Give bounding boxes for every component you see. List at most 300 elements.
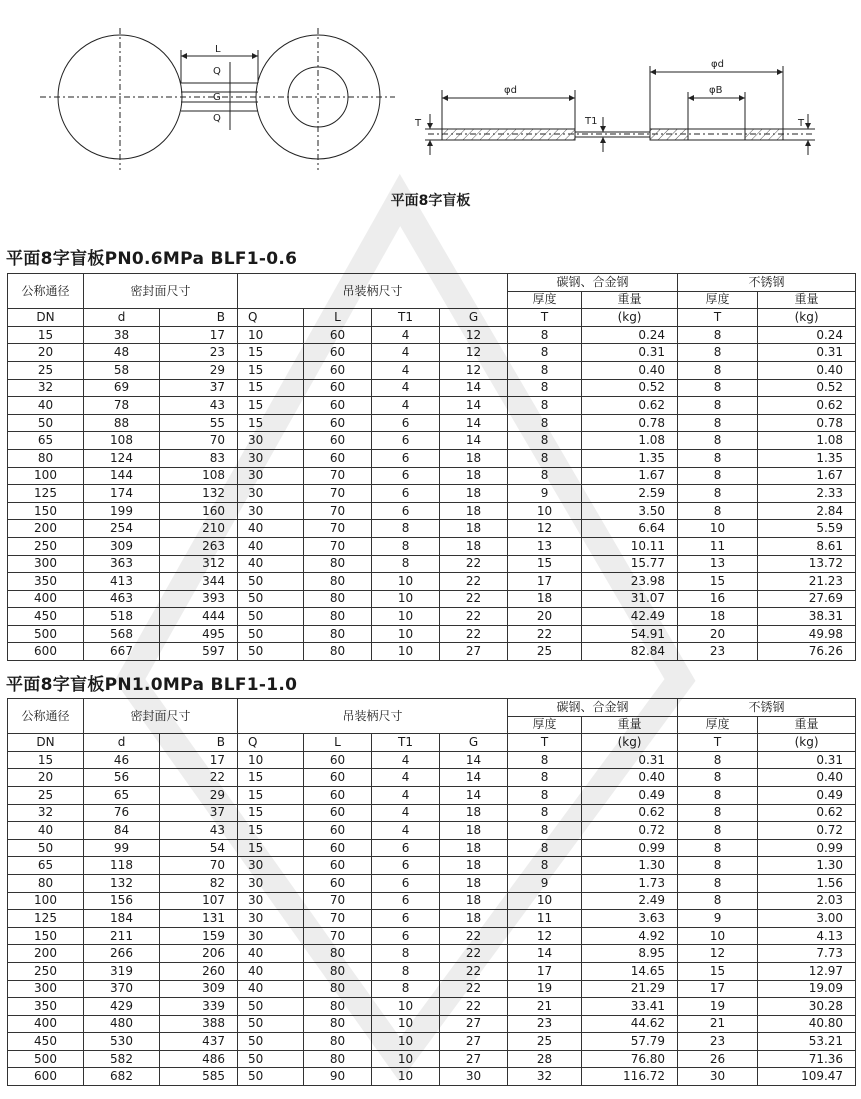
- cell-t-s: 8: [678, 874, 758, 892]
- cell-q: 50: [238, 1033, 304, 1051]
- cell-b: 17: [160, 751, 238, 769]
- cell-q: 50: [238, 1050, 304, 1068]
- table-row: [8, 927, 856, 945]
- cell-weight: 0.24: [582, 326, 678, 344]
- header-thickness: 厚度: [508, 716, 582, 734]
- header-thickness-s: 厚度: [678, 716, 758, 734]
- cell-weight: 0.40: [582, 361, 678, 379]
- label-B: φB: [709, 85, 723, 96]
- cell-weight-s: 0.31: [758, 751, 856, 769]
- cell-t1: 10: [372, 608, 440, 626]
- cell-l: 60: [304, 751, 372, 769]
- cell-g: 22: [440, 608, 508, 626]
- cell-t: 25: [508, 643, 582, 661]
- cell-dn: 500: [8, 1050, 84, 1068]
- cell-q: 30: [238, 467, 304, 485]
- cell-t: 11: [508, 910, 582, 928]
- table-row: [8, 1050, 856, 1068]
- header-L: L: [304, 309, 372, 327]
- cell-weight-s: 40.80: [758, 1015, 856, 1033]
- cell-weight: 0.52: [582, 379, 678, 397]
- table-row: [8, 643, 856, 661]
- cell-weight-s: 49.98: [758, 625, 856, 643]
- table-row: [8, 1068, 856, 1086]
- cell-t1: 10: [372, 590, 440, 608]
- table-row: [8, 502, 856, 520]
- cell-dn: 250: [8, 537, 84, 555]
- cell-dn: 300: [8, 555, 84, 573]
- cell-t1: 4: [372, 397, 440, 415]
- cell-d: 58: [84, 361, 160, 379]
- cell-t1: 4: [372, 379, 440, 397]
- cell-t: 23: [508, 1015, 582, 1033]
- cell-g: 18: [440, 874, 508, 892]
- cell-weight-s: 0.49: [758, 786, 856, 804]
- cell-g: 27: [440, 643, 508, 661]
- cell-b: 54: [160, 839, 238, 857]
- cell-weight-s: 76.26: [758, 643, 856, 661]
- cell-g: 22: [440, 555, 508, 573]
- cell-t-s: 8: [678, 361, 758, 379]
- cell-d: 480: [84, 1015, 160, 1033]
- cell-t: 8: [508, 751, 582, 769]
- spec-table-pn06: [7, 273, 856, 661]
- cell-t1: 10: [372, 1050, 440, 1068]
- cell-l: 90: [304, 1068, 372, 1086]
- cell-weight: 0.62: [582, 397, 678, 415]
- cell-q: 15: [238, 414, 304, 432]
- cell-t1: 6: [372, 839, 440, 857]
- cell-d: 199: [84, 502, 160, 520]
- cell-g: 18: [440, 857, 508, 875]
- cell-d: 65: [84, 786, 160, 804]
- cell-t1: 6: [372, 449, 440, 467]
- cell-d: 56: [84, 769, 160, 787]
- cell-weight-s: 2.03: [758, 892, 856, 910]
- cell-q: 15: [238, 839, 304, 857]
- header-T1: T1: [372, 734, 440, 752]
- spacer-section-left: [650, 129, 688, 140]
- cell-weight-s: 0.40: [758, 361, 856, 379]
- cell-q: 30: [238, 449, 304, 467]
- header-kg: (kg): [582, 734, 678, 752]
- cell-dn: 125: [8, 485, 84, 503]
- cell-t-s: 8: [678, 822, 758, 840]
- cell-weight: 42.49: [582, 608, 678, 626]
- header-nominal: 公称通径: [8, 699, 84, 734]
- cell-weight: 15.77: [582, 555, 678, 573]
- cell-b: 495: [160, 625, 238, 643]
- cell-t: 19: [508, 980, 582, 998]
- cell-d: 76: [84, 804, 160, 822]
- cell-dn: 150: [8, 502, 84, 520]
- cell-b: 585: [160, 1068, 238, 1086]
- cell-weight-s: 13.72: [758, 555, 856, 573]
- cell-g: 14: [440, 786, 508, 804]
- cell-b: 206: [160, 945, 238, 963]
- cell-dn: 200: [8, 520, 84, 538]
- cell-b: 29: [160, 786, 238, 804]
- cell-dn: 25: [8, 786, 84, 804]
- header-thickness-s: 厚度: [678, 291, 758, 309]
- cell-dn: 20: [8, 769, 84, 787]
- table-row: [8, 857, 856, 875]
- cell-t1: 6: [372, 467, 440, 485]
- cell-l: 60: [304, 857, 372, 875]
- cell-weight: 82.84: [582, 643, 678, 661]
- cell-t-s: 8: [678, 839, 758, 857]
- header-d: d: [84, 309, 160, 327]
- cell-dn: 65: [8, 857, 84, 875]
- cell-t: 17: [508, 573, 582, 591]
- cell-weight: 14.65: [582, 962, 678, 980]
- cell-q: 50: [238, 573, 304, 591]
- cell-d: 99: [84, 839, 160, 857]
- header-Q: Q: [238, 309, 304, 327]
- cell-weight-s: 53.21: [758, 1033, 856, 1051]
- header-handle: 吊装柄尺寸: [238, 699, 508, 734]
- cell-l: 80: [304, 643, 372, 661]
- header-T: T: [508, 309, 582, 327]
- cell-q: 50: [238, 625, 304, 643]
- cell-q: 15: [238, 361, 304, 379]
- cell-t: 9: [508, 874, 582, 892]
- cell-t: 8: [508, 804, 582, 822]
- table-row: [8, 874, 856, 892]
- cell-d: 429: [84, 998, 160, 1016]
- cell-d: 682: [84, 1068, 160, 1086]
- header-carbon: 碳钢、合金钢: [508, 274, 678, 292]
- header-B: B: [160, 309, 238, 327]
- cell-t1: 10: [372, 643, 440, 661]
- cell-d: 174: [84, 485, 160, 503]
- cell-t: 8: [508, 857, 582, 875]
- cell-t1: 6: [372, 874, 440, 892]
- cell-l: 80: [304, 980, 372, 998]
- cell-d: 518: [84, 608, 160, 626]
- cell-t-s: 8: [678, 804, 758, 822]
- cell-d: 78: [84, 397, 160, 415]
- cell-t: 8: [508, 786, 582, 804]
- figure-8-blind-drawing: [0, 0, 861, 215]
- cell-q: 50: [238, 590, 304, 608]
- table-row: [8, 980, 856, 998]
- cell-t: 8: [508, 397, 582, 415]
- cell-t-s: 10: [678, 927, 758, 945]
- cell-b: 83: [160, 449, 238, 467]
- cell-weight-s: 4.13: [758, 927, 856, 945]
- cell-t: 8: [508, 822, 582, 840]
- cell-t-s: 23: [678, 1033, 758, 1051]
- cell-t: 28: [508, 1050, 582, 1068]
- cell-q: 40: [238, 980, 304, 998]
- cell-t-s: 15: [678, 573, 758, 591]
- cell-d: 88: [84, 414, 160, 432]
- spec-table-pn10: [7, 698, 856, 1086]
- cell-t: 12: [508, 927, 582, 945]
- table-row: [8, 537, 856, 555]
- cell-b: 388: [160, 1015, 238, 1033]
- cell-t: 9: [508, 485, 582, 503]
- cell-dn: 80: [8, 874, 84, 892]
- cell-q: 40: [238, 520, 304, 538]
- cell-dn: 100: [8, 892, 84, 910]
- header-kg: (kg): [582, 309, 678, 327]
- cell-d: 48: [84, 344, 160, 362]
- cell-t-s: 26: [678, 1050, 758, 1068]
- cell-b: 70: [160, 857, 238, 875]
- cell-t: 8: [508, 414, 582, 432]
- cell-weight-s: 21.23: [758, 573, 856, 591]
- table-row: [8, 962, 856, 980]
- cell-t: 20: [508, 608, 582, 626]
- cell-t1: 4: [372, 751, 440, 769]
- cell-q: 50: [238, 643, 304, 661]
- cell-weight-s: 0.99: [758, 839, 856, 857]
- header-kg-s: (kg): [758, 734, 856, 752]
- cell-q: 40: [238, 555, 304, 573]
- cell-t1: 8: [372, 555, 440, 573]
- cell-dn: 600: [8, 1068, 84, 1086]
- cell-l: 60: [304, 414, 372, 432]
- cell-t: 14: [508, 945, 582, 963]
- table-row: [8, 625, 856, 643]
- cell-b: 263: [160, 537, 238, 555]
- cell-l: 80: [304, 945, 372, 963]
- cell-dn: 350: [8, 573, 84, 591]
- cell-q: 10: [238, 751, 304, 769]
- cell-g: 18: [440, 520, 508, 538]
- cell-t-s: 13: [678, 555, 758, 573]
- label-T-right: T: [798, 118, 805, 129]
- cell-weight: 1.67: [582, 467, 678, 485]
- cell-l: 60: [304, 786, 372, 804]
- cell-t-s: 8: [678, 857, 758, 875]
- cell-l: 80: [304, 590, 372, 608]
- cell-t1: 10: [372, 1068, 440, 1086]
- cell-t-s: 8: [678, 502, 758, 520]
- cell-l: 80: [304, 1015, 372, 1033]
- cell-b: 17: [160, 326, 238, 344]
- cell-t: 8: [508, 432, 582, 450]
- cell-t-s: 16: [678, 590, 758, 608]
- cell-t: 8: [508, 467, 582, 485]
- cell-t1: 4: [372, 786, 440, 804]
- cell-t1: 6: [372, 502, 440, 520]
- cell-l: 70: [304, 927, 372, 945]
- cell-dn: 40: [8, 822, 84, 840]
- cell-weight-s: 1.30: [758, 857, 856, 875]
- cell-d: 568: [84, 625, 160, 643]
- cell-q: 15: [238, 822, 304, 840]
- cell-t: 22: [508, 625, 582, 643]
- cell-t1: 8: [372, 980, 440, 998]
- cell-weight: 33.41: [582, 998, 678, 1016]
- cell-b: 37: [160, 379, 238, 397]
- cell-dn: 400: [8, 1015, 84, 1033]
- header-kg-s: (kg): [758, 309, 856, 327]
- cell-weight-s: 19.09: [758, 980, 856, 998]
- cell-weight: 76.80: [582, 1050, 678, 1068]
- header-Q: Q: [238, 734, 304, 752]
- cell-d: 124: [84, 449, 160, 467]
- cell-dn: 200: [8, 945, 84, 963]
- header-seal: 密封面尺寸: [84, 699, 238, 734]
- cell-d: 156: [84, 892, 160, 910]
- cell-l: 80: [304, 555, 372, 573]
- cell-g: 18: [440, 822, 508, 840]
- cell-weight: 0.31: [582, 344, 678, 362]
- cell-t-s: 8: [678, 326, 758, 344]
- cell-dn: 450: [8, 1033, 84, 1051]
- cell-b: 597: [160, 643, 238, 661]
- cell-t1: 6: [372, 910, 440, 928]
- label-T-left: T: [415, 118, 422, 129]
- cell-d: 211: [84, 927, 160, 945]
- cell-d: 38: [84, 326, 160, 344]
- cell-weight-s: 38.31: [758, 608, 856, 626]
- cell-d: 84: [84, 822, 160, 840]
- cell-dn: 32: [8, 804, 84, 822]
- table-row: [8, 397, 856, 415]
- cell-t-s: 8: [678, 751, 758, 769]
- cell-q: 50: [238, 1015, 304, 1033]
- cell-weight: 0.31: [582, 751, 678, 769]
- cell-dn: 32: [8, 379, 84, 397]
- cell-weight-s: 0.62: [758, 397, 856, 415]
- cell-t1: 8: [372, 520, 440, 538]
- cell-weight: 2.49: [582, 892, 678, 910]
- cell-t-s: 8: [678, 449, 758, 467]
- cell-g: 22: [440, 590, 508, 608]
- cell-d: 463: [84, 590, 160, 608]
- cell-q: 15: [238, 397, 304, 415]
- cell-d: 254: [84, 520, 160, 538]
- cell-l: 70: [304, 537, 372, 555]
- cell-dn: 25: [8, 361, 84, 379]
- cell-t-s: 12: [678, 945, 758, 963]
- cell-t-s: 21: [678, 1015, 758, 1033]
- cell-l: 70: [304, 520, 372, 538]
- label-d-left: φd: [504, 85, 517, 96]
- cell-d: 309: [84, 537, 160, 555]
- cell-q: 30: [238, 927, 304, 945]
- cell-q: 30: [238, 892, 304, 910]
- table-row: [8, 786, 856, 804]
- cell-l: 70: [304, 502, 372, 520]
- cell-weight-s: 0.24: [758, 326, 856, 344]
- cell-dn: 100: [8, 467, 84, 485]
- cell-g: 22: [440, 573, 508, 591]
- table-row: [8, 344, 856, 362]
- cell-g: 18: [440, 502, 508, 520]
- cell-g: 27: [440, 1015, 508, 1033]
- cell-l: 60: [304, 804, 372, 822]
- cell-dn: 20: [8, 344, 84, 362]
- cell-weight: 31.07: [582, 590, 678, 608]
- cell-d: 144: [84, 467, 160, 485]
- table-row: [8, 998, 856, 1016]
- cell-q: 30: [238, 502, 304, 520]
- cell-l: 60: [304, 874, 372, 892]
- cell-g: 14: [440, 769, 508, 787]
- cell-weight: 3.50: [582, 502, 678, 520]
- header-G: G: [440, 309, 508, 327]
- cell-t1: 6: [372, 432, 440, 450]
- cell-g: 27: [440, 1050, 508, 1068]
- cell-l: 60: [304, 839, 372, 857]
- cell-d: 413: [84, 573, 160, 591]
- header-nominal: 公称通径: [8, 274, 84, 309]
- cell-d: 118: [84, 857, 160, 875]
- cell-dn: 500: [8, 625, 84, 643]
- cell-dn: 400: [8, 590, 84, 608]
- cell-weight-s: 1.08: [758, 432, 856, 450]
- cell-t-s: 18: [678, 608, 758, 626]
- cell-t-s: 8: [678, 485, 758, 503]
- cell-b: 159: [160, 927, 238, 945]
- cell-b: 131: [160, 910, 238, 928]
- table-row: [8, 467, 856, 485]
- cell-weight-s: 109.47: [758, 1068, 856, 1086]
- cell-b: 132: [160, 485, 238, 503]
- cell-weight: 2.59: [582, 485, 678, 503]
- cell-l: 80: [304, 573, 372, 591]
- table-row: [8, 910, 856, 928]
- cell-t-s: 8: [678, 344, 758, 362]
- cell-l: 70: [304, 910, 372, 928]
- cell-t-s: 8: [678, 892, 758, 910]
- cell-t1: 6: [372, 857, 440, 875]
- cell-g: 12: [440, 361, 508, 379]
- cell-d: 266: [84, 945, 160, 963]
- cell-l: 80: [304, 998, 372, 1016]
- cell-g: 18: [440, 449, 508, 467]
- cell-t1: 6: [372, 927, 440, 945]
- cell-weight: 1.08: [582, 432, 678, 450]
- cell-l: 80: [304, 608, 372, 626]
- cell-b: 339: [160, 998, 238, 1016]
- cell-q: 15: [238, 344, 304, 362]
- header-L: L: [304, 734, 372, 752]
- cell-b: 37: [160, 804, 238, 822]
- cell-weight: 0.78: [582, 414, 678, 432]
- cell-b: 486: [160, 1050, 238, 1068]
- cell-t1: 4: [372, 344, 440, 362]
- cell-g: 22: [440, 980, 508, 998]
- header-carbon: 碳钢、合金钢: [508, 699, 678, 717]
- cell-weight: 3.63: [582, 910, 678, 928]
- cell-b: 107: [160, 892, 238, 910]
- cell-weight-s: 1.35: [758, 449, 856, 467]
- cell-d: 530: [84, 1033, 160, 1051]
- label-L: L: [215, 44, 221, 55]
- cell-weight: 44.62: [582, 1015, 678, 1033]
- cell-weight-s: 5.59: [758, 520, 856, 538]
- label-T1: T1: [585, 116, 598, 127]
- table-row: [8, 608, 856, 626]
- cell-g: 18: [440, 804, 508, 822]
- cell-dn: 50: [8, 839, 84, 857]
- cell-weight-s: 0.52: [758, 379, 856, 397]
- cell-t-s: 8: [678, 432, 758, 450]
- cell-t: 17: [508, 962, 582, 980]
- cell-d: 184: [84, 910, 160, 928]
- cell-g: 14: [440, 414, 508, 432]
- cell-d: 46: [84, 751, 160, 769]
- table-row: [8, 432, 856, 450]
- cell-b: 312: [160, 555, 238, 573]
